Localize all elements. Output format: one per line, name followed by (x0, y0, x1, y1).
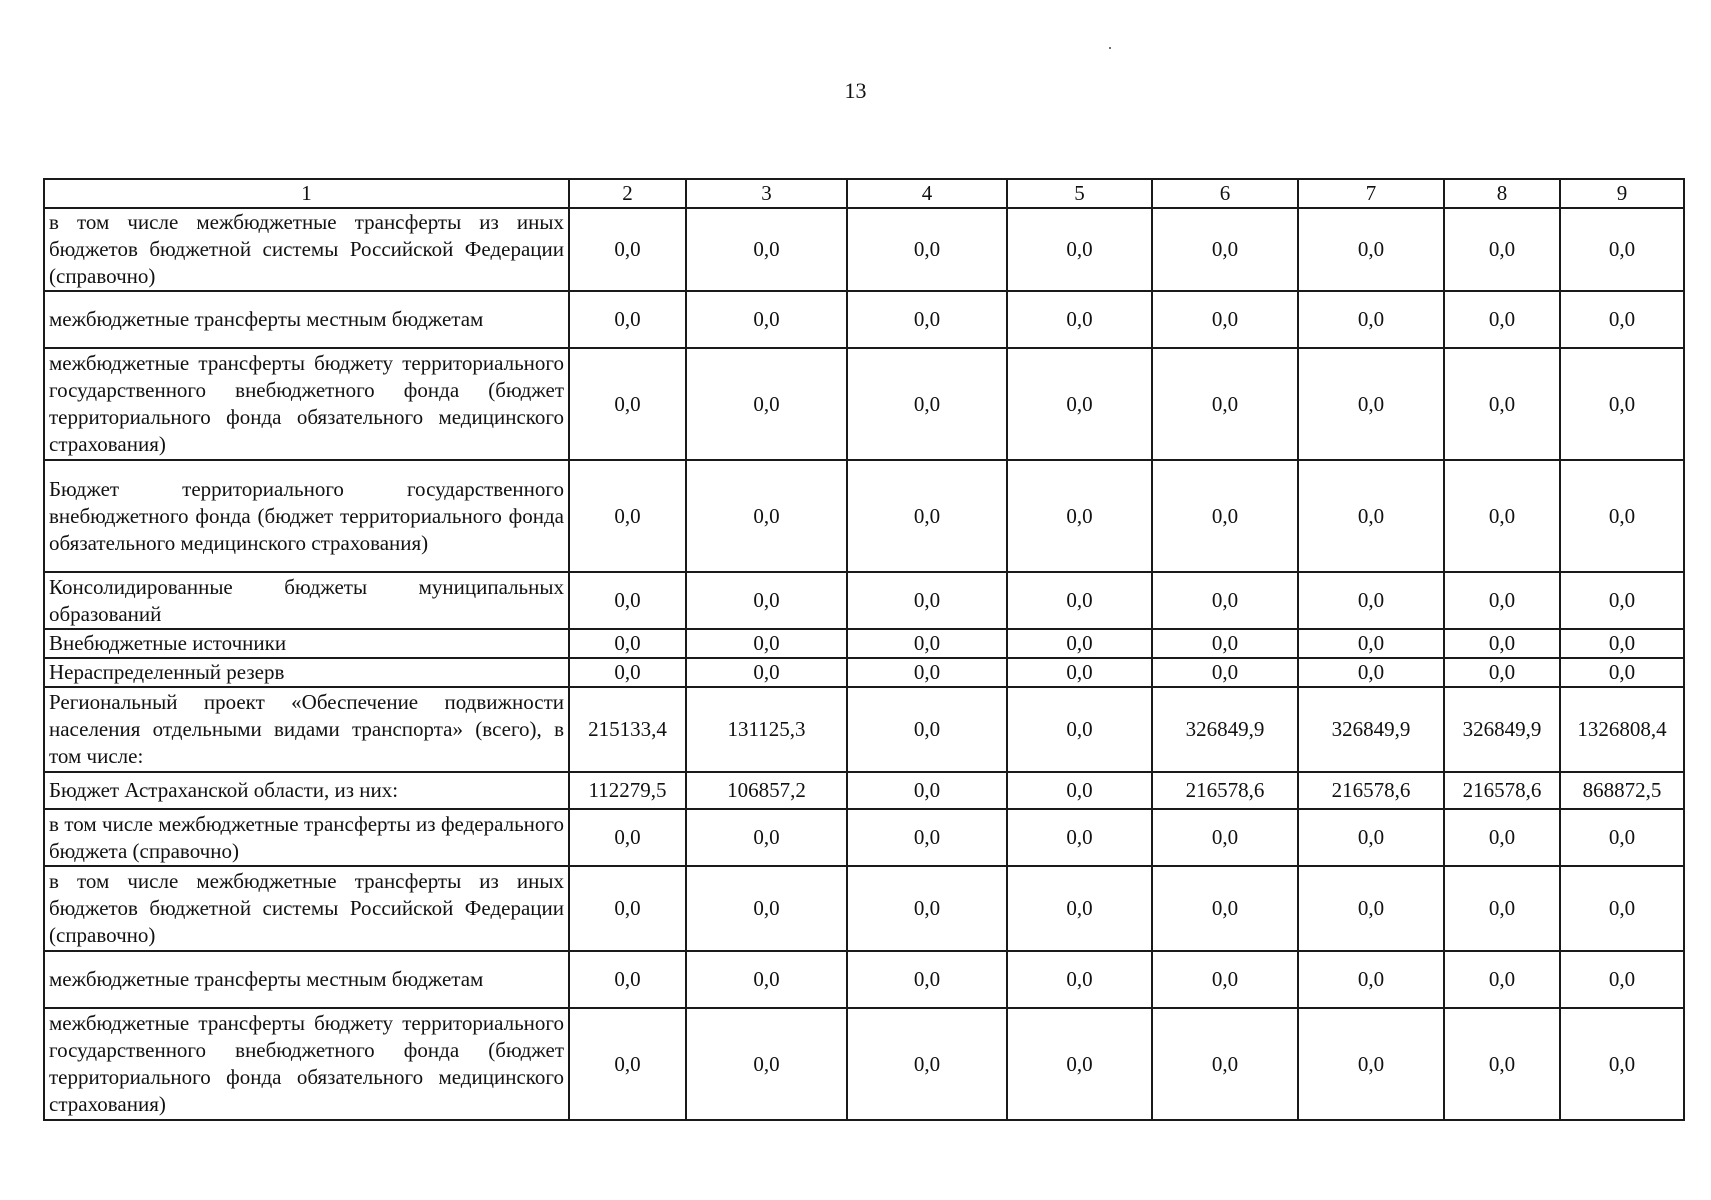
table-cell: 0,0 (1444, 291, 1560, 348)
column-header: 4 (847, 179, 1007, 208)
table-cell: 0,0 (1152, 658, 1298, 687)
table-cell: 0,0 (1152, 208, 1298, 291)
table-cell: 0,0 (1298, 629, 1444, 658)
row-label: в том числе межбюджетные трансферты из федерального бюджета (справочно) (44, 809, 569, 866)
table-cell: 0,0 (1152, 866, 1298, 951)
table-cell: 0,0 (847, 208, 1007, 291)
column-header: 2 (569, 179, 686, 208)
page-number: 13 (844, 78, 867, 103)
table-row (44, 460, 1684, 572)
table-cell: 0,0 (847, 951, 1007, 1008)
table-cell: 0,0 (1298, 208, 1444, 291)
table-cell: 0,0 (1298, 291, 1444, 348)
table-cell: 0,0 (847, 460, 1007, 572)
row-label: Бюджет территориального государственного внебюджетного фонда (бюджет территориального фонда обязательного медицинского страхования) (44, 460, 569, 572)
table-cell: 0,0 (1152, 572, 1298, 629)
row-label: межбюджетные трансферты местным бюджетам (44, 291, 569, 348)
row-label: Региональный проект «Обеспечение подвижности населения отдельными видами транспорта» (всего), в том числе: (44, 687, 569, 772)
table-cell: 0,0 (1560, 348, 1684, 460)
table-cell: 868872,5 (1560, 772, 1684, 809)
row-label: в том числе межбюджетные трансферты из иных бюджетов бюджетной системы Российской Федерации (справочно) (44, 866, 569, 951)
table-cell: 0,0 (1444, 951, 1560, 1008)
row-label: межбюджетные трансферты бюджету территориального государственного внебюджетного фонда (бюджет территориального фонда обязательного медицинского страхования) (44, 1008, 569, 1120)
table-cell: 0,0 (1444, 460, 1560, 572)
table-cell: 0,0 (1298, 658, 1444, 687)
row-label: в том числе межбюджетные трансферты из иных бюджетов бюджетной системы Российской Федерации (справочно) (44, 208, 569, 291)
table-cell: 0,0 (686, 348, 847, 460)
table-cell: 131125,3 (686, 687, 847, 772)
table-cell: 0,0 (1152, 348, 1298, 460)
table-cell: 0,0 (1560, 208, 1684, 291)
table-cell: 0,0 (1298, 1008, 1444, 1120)
table-cell: 0,0 (569, 291, 686, 348)
table-cell: 0,0 (1007, 687, 1152, 772)
row-label: межбюджетные трансферты бюджету территориального государственного внебюджетного фонда (бюджет территориального фонда обязательного медицинского страхования) (44, 348, 569, 460)
table-cell: 0,0 (1298, 809, 1444, 866)
table-cell: 0,0 (1560, 629, 1684, 658)
table-cell: 0,0 (569, 866, 686, 951)
table-row (44, 291, 1684, 348)
table-cell: 0,0 (1007, 658, 1152, 687)
table-cell: 0,0 (847, 629, 1007, 658)
table-cell: 0,0 (847, 809, 1007, 866)
table-row (44, 772, 1684, 809)
table-cell: 0,0 (1007, 951, 1152, 1008)
table-row (44, 809, 1684, 866)
table-cell: 0,0 (1444, 572, 1560, 629)
table-cell: 0,0 (686, 866, 847, 951)
table-cell: 0,0 (1298, 348, 1444, 460)
table-cell: 0,0 (1444, 658, 1560, 687)
table-cell: 0,0 (1007, 208, 1152, 291)
table-cell: 216578,6 (1444, 772, 1560, 809)
table-cell: 0,0 (1007, 1008, 1152, 1120)
table-cell: 0,0 (1560, 866, 1684, 951)
table-cell: 0,0 (1007, 866, 1152, 951)
table-cell: 0,0 (1152, 291, 1298, 348)
table-cell: 0,0 (1152, 951, 1298, 1008)
table-cell: 0,0 (686, 460, 847, 572)
table-cell: 0,0 (1444, 629, 1560, 658)
table-cell: 0,0 (569, 629, 686, 658)
table-row (44, 629, 1684, 658)
table-cell: 326849,9 (1298, 687, 1444, 772)
table-cell: 0,0 (1560, 572, 1684, 629)
table-cell: 0,0 (569, 951, 686, 1008)
table-cell: 0,0 (1152, 460, 1298, 572)
table-cell: 215133,4 (569, 687, 686, 772)
row-label: Нераспределенный резерв (44, 658, 569, 687)
table-cell: 0,0 (686, 951, 847, 1008)
table-cell: 0,0 (1298, 866, 1444, 951)
table-cell: 0,0 (847, 348, 1007, 460)
column-header: 9 (1560, 179, 1684, 208)
table-cell: 0,0 (1560, 658, 1684, 687)
table-row (44, 658, 1684, 687)
table-cell: 1326808,4 (1560, 687, 1684, 772)
table-cell: 0,0 (1152, 629, 1298, 658)
column-header: 7 (1298, 179, 1444, 208)
table-cell: 0,0 (1007, 572, 1152, 629)
table-cell: 0,0 (686, 291, 847, 348)
column-number-header-row (44, 179, 1684, 208)
table-cell: 0,0 (1444, 1008, 1560, 1120)
table-cell: 0,0 (569, 460, 686, 572)
table-cell: 0,0 (686, 629, 847, 658)
table-cell: 0,0 (847, 572, 1007, 629)
table-cell: 216578,6 (1298, 772, 1444, 809)
table-cell: 0,0 (1007, 460, 1152, 572)
column-header: 3 (686, 179, 847, 208)
table-cell: 0,0 (569, 208, 686, 291)
table-cell: 106857,2 (686, 772, 847, 809)
row-label: Консолидированные бюджеты муниципальных образований (44, 572, 569, 629)
column-header: 6 (1152, 179, 1298, 208)
table-cell: 0,0 (1560, 1008, 1684, 1120)
table-cell: 0,0 (847, 687, 1007, 772)
table-cell: 0,0 (569, 658, 686, 687)
table-cell: 0,0 (1007, 629, 1152, 658)
table-cell: 0,0 (847, 772, 1007, 809)
table-cell: 0,0 (847, 866, 1007, 951)
table-cell: 0,0 (1298, 572, 1444, 629)
table-cell: 0,0 (569, 348, 686, 460)
table-cell: 326849,9 (1152, 687, 1298, 772)
table-cell: 0,0 (1560, 460, 1684, 572)
table-cell: 0,0 (686, 658, 847, 687)
table-cell: 0,0 (847, 1008, 1007, 1120)
table-cell: 0,0 (569, 1008, 686, 1120)
table-row (44, 951, 1684, 1008)
budget-table (43, 178, 1685, 1121)
column-header: 1 (44, 179, 569, 208)
table-cell: 0,0 (686, 809, 847, 866)
table-cell: 0,0 (1444, 809, 1560, 866)
table-cell: 0,0 (847, 291, 1007, 348)
table-cell: 0,0 (686, 208, 847, 291)
table-row (44, 572, 1684, 629)
table-cell: 0,0 (686, 572, 847, 629)
table-cell: 0,0 (1298, 460, 1444, 572)
table-cell: 216578,6 (1152, 772, 1298, 809)
table-cell: 112279,5 (569, 772, 686, 809)
row-label: межбюджетные трансферты местным бюджетам (44, 951, 569, 1008)
column-header: 8 (1444, 179, 1560, 208)
table-cell: 326849,9 (1444, 687, 1560, 772)
table-cell: 0,0 (686, 1008, 847, 1120)
table-cell: 0,0 (1007, 772, 1152, 809)
table-cell: 0,0 (1007, 291, 1152, 348)
table-cell: 0,0 (847, 658, 1007, 687)
column-header: 5 (1007, 179, 1152, 208)
table-cell: 0,0 (1560, 951, 1684, 1008)
table-cell: 0,0 (1444, 348, 1560, 460)
table-cell: 0,0 (1152, 809, 1298, 866)
table-cell: 0,0 (569, 572, 686, 629)
table-cell: 0,0 (1560, 809, 1684, 866)
table-cell: 0,0 (1152, 1008, 1298, 1120)
row-label: Внебюджетные источники (44, 629, 569, 658)
table-row (44, 866, 1684, 951)
table-row (44, 348, 1684, 460)
table-cell: 0,0 (1444, 866, 1560, 951)
table-row (44, 687, 1684, 772)
table-cell: 0,0 (569, 809, 686, 866)
table-cell: 0,0 (1007, 348, 1152, 460)
table-cell: 0,0 (1444, 208, 1560, 291)
scan-artifact-dot (1109, 47, 1111, 49)
table-row (44, 208, 1684, 291)
row-label: Бюджет Астраханской области, из них: (44, 772, 569, 809)
table-row (44, 1008, 1684, 1120)
table-cell: 0,0 (1560, 291, 1684, 348)
table-cell: 0,0 (1298, 951, 1444, 1008)
table-cell: 0,0 (1007, 809, 1152, 866)
